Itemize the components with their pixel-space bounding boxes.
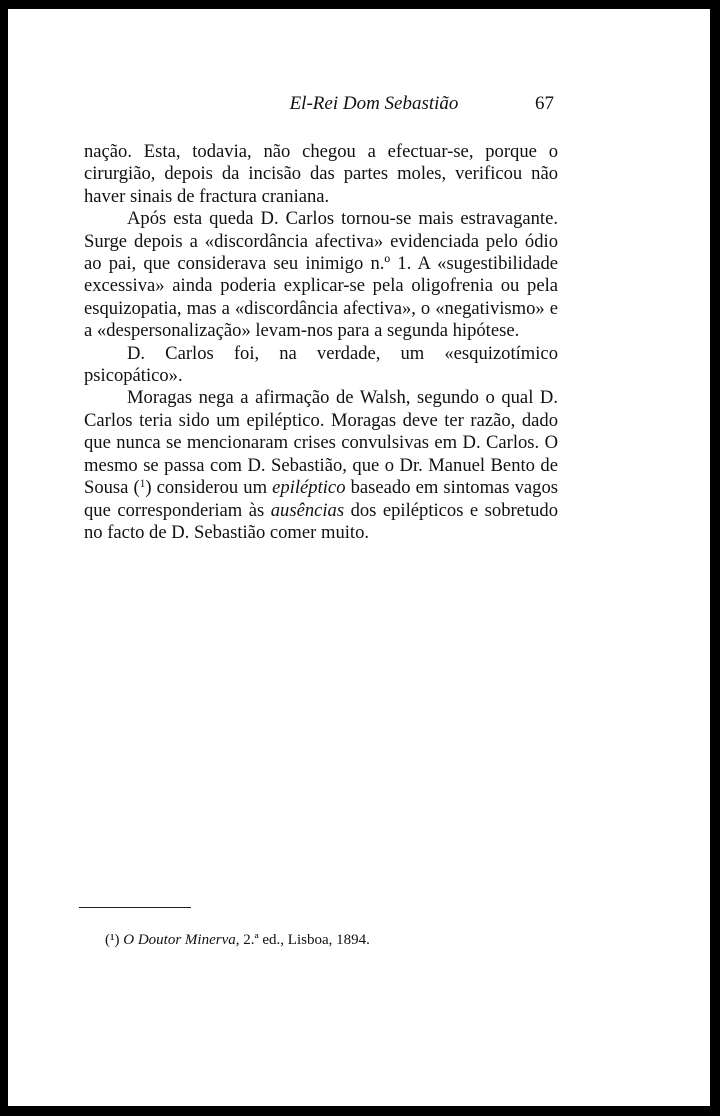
page-number: 67 <box>535 93 554 114</box>
footnote-details: 2.ª ed., Lisboa, 1894. <box>239 932 370 948</box>
paragraph-4 <box>84 387 558 544</box>
footnote <box>105 932 370 949</box>
paragraph-4-italic-epileptico: epiléptico <box>272 477 346 499</box>
footnote-divider <box>79 907 191 908</box>
running-header-title: El-Rei Dom Sebastião <box>289 93 459 114</box>
paragraph-4-text-c: baseado em sintomas vagos que corresponderiam às <box>84 477 559 521</box>
paragraph-4-text-d: dos epilépticos e sobretudo no facto de D. Sebastião comer muito. <box>84 499 558 543</box>
paragraph-4-italic-ausencias: ausências <box>270 499 345 521</box>
footnote-reference: 1 <box>139 477 146 490</box>
paragraph-1: nação. Esta, todavia, não chegou a efectuar-se, porque o cirurgião, depois da incisão das partes moles, verificou não haver sinais de fractura craniana. <box>84 141 558 207</box>
document-page <box>8 9 710 1106</box>
footnote-marker: (¹) <box>105 932 120 948</box>
paragraph-4-text-b: ) considerou um <box>145 477 273 499</box>
footnote-italic-title: O Doutor Minerva, <box>123 932 240 948</box>
paragraph-3: D. Carlos foi, na verdade, um «esquizotímico psicopático». <box>84 342 558 387</box>
body-text <box>84 141 558 544</box>
paragraph-2: Após esta queda D. Carlos tornou-se mais estravagante. Surge depois a «discordância afectiva» evidenciada pelo ódio ao pai, que considerava seu inimigo n.º 1. A «sugestibilidade excessiva» ainda poderia explicar-se pela oligofrenia ou pela esquizopatia, mas a «discordância afectiva», o «negativismo» e a «despersonalização» levam-nos para a segunda hipótese. <box>84 208 558 342</box>
paragraph-4-text-a: Moragas nega a afirmação de Walsh, segundo o qual D. Carlos teria sido um epiléptico. Moragas deve ter razão, dado que nunca se mencionaram crises convulsivas em D. Carlos. O mesmo se passa com D. Sebastião, que o Dr. Manuel Bento de Sousa ( <box>84 387 558 499</box>
